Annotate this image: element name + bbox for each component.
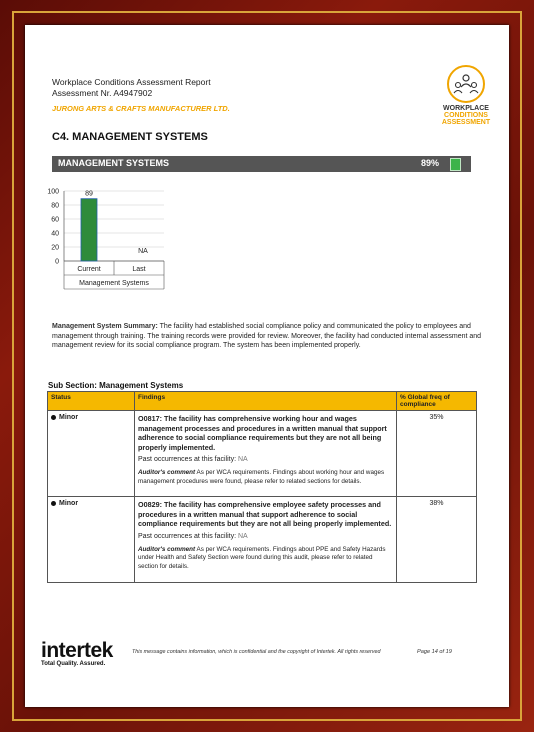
score-bar bbox=[52, 156, 471, 172]
company-name: JURONG ARTS & CRAFTS MANUFACTURER LTD. bbox=[52, 104, 230, 113]
section-title: C4. MANAGEMENT SYSTEMS bbox=[52, 131, 208, 143]
status-value: Minor bbox=[59, 500, 79, 507]
y-tick-label: 80 bbox=[51, 202, 59, 210]
table-header-row bbox=[48, 392, 477, 411]
header-status: Status bbox=[48, 392, 135, 411]
logo-line3: ASSESSMENT bbox=[441, 119, 491, 126]
score-bar-label: MANAGEMENT SYSTEMS bbox=[58, 158, 170, 168]
finding-title: O0817: The facility has comprehensive working hour and wages management processes and procedures in a written manual that support adherence to social compliance requirements but they are not all being properly implemented. bbox=[138, 414, 387, 452]
status-cell bbox=[48, 497, 135, 583]
wca-logo bbox=[433, 65, 499, 127]
intertek-logo bbox=[41, 639, 113, 667]
past-occurrences: Past occurrences at this facility: NA bbox=[138, 532, 248, 540]
status-indicator bbox=[450, 158, 461, 171]
bar-current bbox=[81, 199, 97, 261]
y-tick-label: 100 bbox=[47, 188, 59, 196]
finding-title: O0829: The facility has comprehensive employee safety processes and procedures in a written manual that support adherence to social compliance requirements but they are not all being properly implemented. bbox=[138, 500, 392, 528]
auditor-comment: Auditor's comment As per WCA requirements. Findings about PPE and Safety Hazards under Health and Safety Section were found during this audit, please refer to related section for details. bbox=[138, 545, 386, 570]
page-number: Page 14 of 19 bbox=[417, 649, 452, 655]
brand-tagline: Total Quality. Assured. bbox=[41, 661, 106, 667]
y-tick-label: 20 bbox=[51, 244, 59, 252]
report-title: Workplace Conditions Assessment Report bbox=[52, 77, 211, 87]
past-occurrences: Past occurrences at this facility: NA bbox=[138, 456, 248, 463]
summary-text: The facility had established social compliance policy and communicated the policy to employees and management through training. The training records were provided for review. Moreover, the facility had conducted internal assessment and management review for its social compliance program. The system has been implemented properly. bbox=[52, 323, 482, 350]
summary-label: Management System Summary: bbox=[52, 323, 158, 330]
status-cell bbox=[48, 411, 135, 497]
data-label: NA bbox=[138, 248, 148, 255]
assessment-number: Assessment Nr. A4947902 bbox=[52, 88, 153, 98]
table-row bbox=[48, 497, 477, 583]
score-percent: 89% bbox=[420, 158, 439, 168]
status-value: Minor bbox=[59, 414, 79, 421]
freq-cell: 38% bbox=[397, 497, 477, 583]
bullet-icon bbox=[51, 415, 56, 420]
table-row bbox=[48, 411, 477, 497]
x-tick-label: Last bbox=[132, 266, 146, 273]
finding-cell bbox=[135, 497, 397, 583]
logo-line2: CONDITIONS bbox=[444, 112, 488, 119]
findings-table bbox=[47, 391, 477, 583]
logo-line1: WORKPLACE bbox=[443, 105, 489, 112]
auditor-comment: Auditor's comment As per WCA requirements. Findings about working hour and wages management procedures were found, please refer to related sections for details. bbox=[138, 469, 385, 485]
y-tick-label: 40 bbox=[51, 230, 59, 238]
finding-cell bbox=[135, 411, 397, 497]
data-label: 89 bbox=[85, 190, 93, 198]
document-page bbox=[25, 25, 509, 707]
confidentiality-message: This message contains information, which is confidential and the copyright of Intertek. All rights reserved bbox=[132, 649, 381, 655]
header-findings: Findings bbox=[135, 392, 397, 411]
management-systems-chart bbox=[40, 183, 180, 295]
freq-cell: 35% bbox=[397, 411, 477, 497]
report-header bbox=[52, 77, 211, 99]
people-group-icon bbox=[447, 65, 485, 103]
y-tick-label: 60 bbox=[51, 216, 59, 224]
x-tick-label: Current bbox=[77, 266, 101, 273]
header-freq: % Global freq of compliance bbox=[397, 392, 477, 411]
summary-paragraph bbox=[52, 322, 484, 351]
brand-name: intertek bbox=[41, 639, 113, 662]
x-axis-label: Management Systems bbox=[79, 280, 149, 287]
y-tick-label: 0 bbox=[55, 258, 59, 266]
bullet-icon bbox=[51, 501, 56, 506]
subsection-title: Sub Section: Management Systems bbox=[48, 381, 184, 390]
